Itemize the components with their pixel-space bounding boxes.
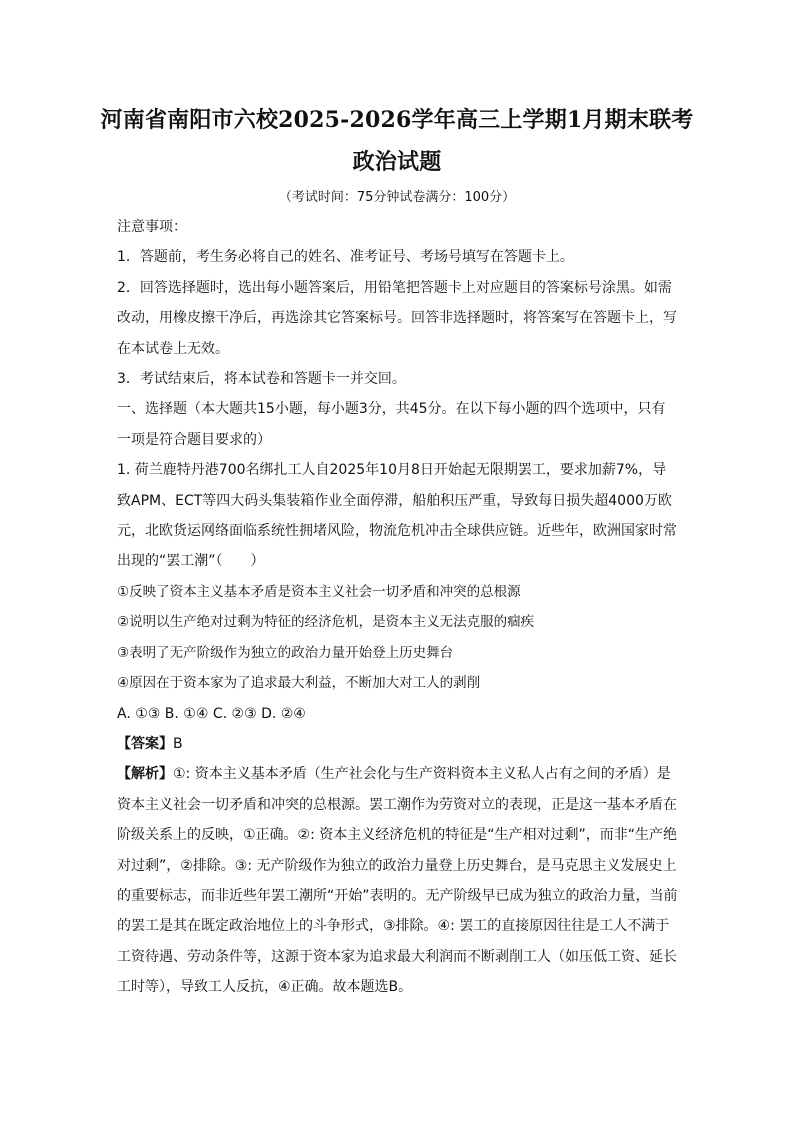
exam-info: （考试时间：75分钟试卷满分：100分） [278,190,516,205]
analysis-label: 【解析】 [117,766,173,783]
answer-value: B [173,735,183,752]
question-1-option-4: ④原因在于资本家为了追求最大利益，不断加大对工人的剥削 [117,675,481,692]
notice-heading: 注意事项： [117,219,187,235]
answer-label: 【答案】 [117,735,173,752]
question-1-choices: A. ①③ B. ①④ C. ②③ D. ②④ [117,705,306,722]
analysis-text: ①: 资本主义基本矛盾（生产社会化与生产资料资本主义私人占有之间的矛盾）是资本主义社会一切矛盾和冲突的总根源。罢工潮作为劳资对立的表现，正是这一基本矛盾在阶级关系上的反映，①正确。②: 资本主义经济危机的特征是“生产相对过剩”，而非“生产绝对过剩”，②排除。③: 无产阶级作为独立的政治力量登上历史舞台，是马克思主义发展史上的重要标志，而非近些年罢工潮所“开始”表明的。无产阶级早已成为独立的政治力量，当前的罢工是其在既定政治地位上的斗争形式，③排除。④: 罢工的直接原因往往是工人不满于工资待遇、劳动条件等，这源于资本家为追求最大利润而不断剥削工人（如压低工资、延长工时等），导致工人反抗，④正确。故本题选B。 [117,766,678,996]
document-body [117,212,679,1003]
title-line-2: 政治试题 [352,149,442,175]
question-1-option-2: ②说明以生产绝对过剩为特征的经济危机，是资本主义无法克服的痼疾 [117,614,535,631]
answer-line [117,729,679,759]
question-1-option-1: ①反映了资本主义基本矛盾是资本主义社会一切矛盾和冲突的总根源 [117,583,521,600]
notice-item-1: 1．答题前，考生务必将自己的姓名、准考证号、考场号填写在答题卡上。 [117,249,574,266]
question-1-option-3: ③表明了无产阶级作为独立的政治力量开始登上历史舞台 [117,644,454,661]
analysis-paragraph [117,759,679,1002]
notice-item-2: 2．回答选择题时，选出每小题答案后，用铅笔把答题卡上对应题目的答案标号涂黑。如需改动，用橡皮擦干净后，再选涂其它答案标号。回答非选择题时，将答案写在答题卡上，写在本试卷上无效。 [117,279,677,357]
section-heading: 一、选择题（本大题共15小题，每小题3分，共45分。在以下每小题的四个选项中，只有一项是符合题目要求的） [117,401,666,448]
title-line-1: 河南省南阳市六校2025-2026学年高三上学期1月期末联考 [100,107,694,133]
notice-item-3: 3．考试结束后，将本试卷和答题卡一并交回。 [117,371,406,388]
question-1-stem: 1. 荷兰鹿特丹港700名绑扎工人自2025年10月8日开始起无限期罢工，要求加薪7%，导致APM、ECT等四大码头集装箱作业全面停滞，船舶积压严重，导致每日损失超4000万欧元，北欧货运网络面临系统性拥堵风险，物流危机冲击全球供应链。近些年，欧洲国家时常出现的“罢工潮”（ ） [117,462,677,570]
